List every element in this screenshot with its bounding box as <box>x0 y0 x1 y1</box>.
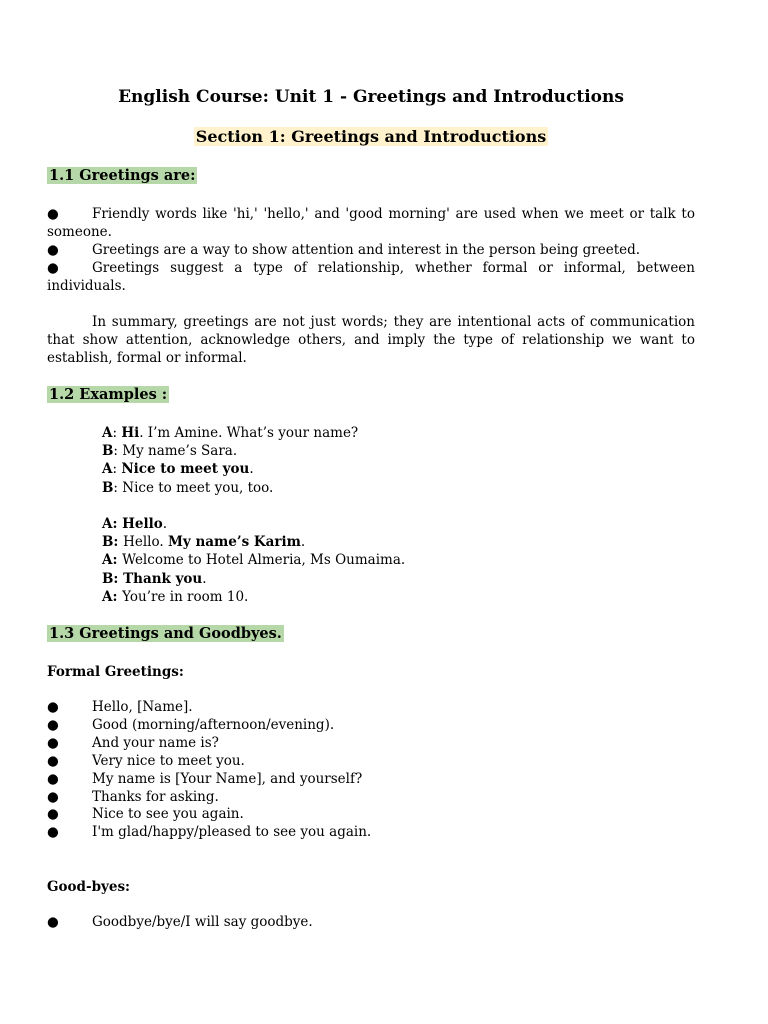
bullet-icon: ● <box>47 699 59 715</box>
section-heading <box>47 126 695 148</box>
section-heading-text: Section 1: Greetings and Introductions <box>195 127 547 146</box>
line-text: Hello. <box>123 534 168 551</box>
list-item-text: Nice to see you again. <box>92 806 244 823</box>
dialog-line <box>102 588 405 606</box>
line-text: . <box>300 534 306 551</box>
bold-phrase: Nice to meet you <box>121 461 250 478</box>
speaker-label: A: <box>102 552 123 569</box>
line-text: My name’s Sara. <box>122 443 238 460</box>
bullet-icon: ● <box>47 734 59 751</box>
dialog-line <box>102 551 405 569</box>
summary-paragraph: In summary, greetings are not just words; they are intentional acts of communication that show attention, acknowledge others, and imply the type of relationship we want to establish, formal or informal. <box>47 314 695 366</box>
dialog-line <box>102 570 405 588</box>
list-item <box>47 789 371 807</box>
bullet-icon: ● <box>47 824 59 841</box>
line-text: Welcome to Hotel Almeria, Ms Oumaima. <box>122 552 406 569</box>
heading-1-1 <box>47 166 197 186</box>
bullet-icon: ● <box>47 242 59 258</box>
bullet-icon: ● <box>47 770 59 787</box>
greetings-bullet <box>47 241 695 259</box>
line-text: You’re in room 10. <box>122 588 249 605</box>
list-item-text: Very nice to meet you. <box>92 752 245 769</box>
line-text: Nice to meet you, too. <box>122 479 274 496</box>
dialog-line <box>102 460 358 478</box>
list-item <box>47 699 371 717</box>
bold-phrase: Hi <box>121 425 140 441</box>
speaker-label: B <box>102 479 114 496</box>
line-text: . I’m Amine. What’s your name? <box>139 425 359 441</box>
bullet-text: Friendly words like 'hi,' 'hello,' and 'good morning' are used when we meet or talk to someone. <box>47 206 695 240</box>
greetings-bullet: ● Greetings suggest a type of relationship, whether formal or informal, between individuals. <box>47 260 695 294</box>
list-item-text: My name is [Your Name], and yourself? <box>92 770 363 787</box>
bullet-icon: ● <box>47 788 59 805</box>
list-item <box>47 717 371 735</box>
separator: : <box>113 443 123 460</box>
line-text: . <box>249 461 254 478</box>
line-text: . <box>162 516 168 532</box>
list-item <box>47 735 371 753</box>
line-text: . <box>202 570 207 587</box>
separator: : <box>112 425 122 441</box>
heading-1-3 <box>47 624 284 644</box>
dialog-line <box>102 442 358 460</box>
speaker-label: A: <box>102 588 123 605</box>
list-item <box>47 914 313 932</box>
bullet-icon: ● <box>47 716 59 733</box>
list-item-text: And your name is? <box>92 734 219 751</box>
bullet-icon: ● <box>47 806 59 823</box>
dialog-line <box>102 424 358 442</box>
speaker-label: A <box>102 461 113 478</box>
speaker-label: B: <box>102 534 124 551</box>
bullet-text: Greetings are a way to show attention and interest in the person being greeted. <box>92 242 641 258</box>
greetings-bullet-list <box>47 205 695 295</box>
bullet-icon: ● <box>47 752 59 769</box>
list-item-text: I'm glad/happy/pleased to see you again. <box>92 824 372 841</box>
heading-1-1-text: 1.1 Greetings are: <box>49 167 196 184</box>
heading-1-3-text: 1.3 Greetings and Goodbyes. <box>49 625 282 642</box>
speaker-label: B <box>102 443 114 460</box>
dialog-line <box>102 479 358 497</box>
dialog-line <box>102 533 405 551</box>
bold-phrase: Hello <box>122 516 163 532</box>
list-item <box>47 771 371 789</box>
goodbyes-title: Good-byes: <box>47 879 131 895</box>
speaker-label: A: <box>102 516 123 532</box>
speaker-label: B: <box>102 570 124 587</box>
goodbyes-list <box>47 914 313 932</box>
separator: : <box>112 461 122 478</box>
dialog-line <box>102 515 405 533</box>
formal-greetings-title: Formal Greetings: <box>47 664 184 680</box>
dialog-2 <box>102 515 405 606</box>
list-item-text: Good (morning/afternoon/evening). <box>92 716 335 733</box>
bullet-icon: ● <box>47 914 59 930</box>
dialog-1 <box>102 424 358 497</box>
list-item <box>47 824 371 842</box>
bullet-text: Greetings suggest a type of relationship, whether formal or informal, between individuals. <box>47 260 695 294</box>
bold-phrase: My name’s Karim <box>167 534 301 551</box>
formal-greetings-list <box>47 699 371 842</box>
heading-1-2-text: 1.2 Examples : <box>49 386 168 403</box>
separator: : <box>113 479 123 496</box>
bold-phrase: Thank you <box>123 570 203 587</box>
list-item <box>47 753 371 771</box>
greetings-bullet: ● Friendly words like 'hi,' 'hello,' and 'good morning' are used when we meet or talk to someone. <box>47 206 695 240</box>
list-item-text: Hello, [Name]. <box>92 699 193 715</box>
heading-1-2 <box>47 385 169 405</box>
document-title: English Course: Unit 1 - Greetings and Introductions <box>118 87 624 107</box>
list-item-text: Thanks for asking. <box>92 788 219 805</box>
list-item <box>47 806 371 824</box>
speaker-label: A <box>102 425 113 441</box>
list-item-text: Goodbye/bye/I will say goodbye. <box>92 914 313 930</box>
